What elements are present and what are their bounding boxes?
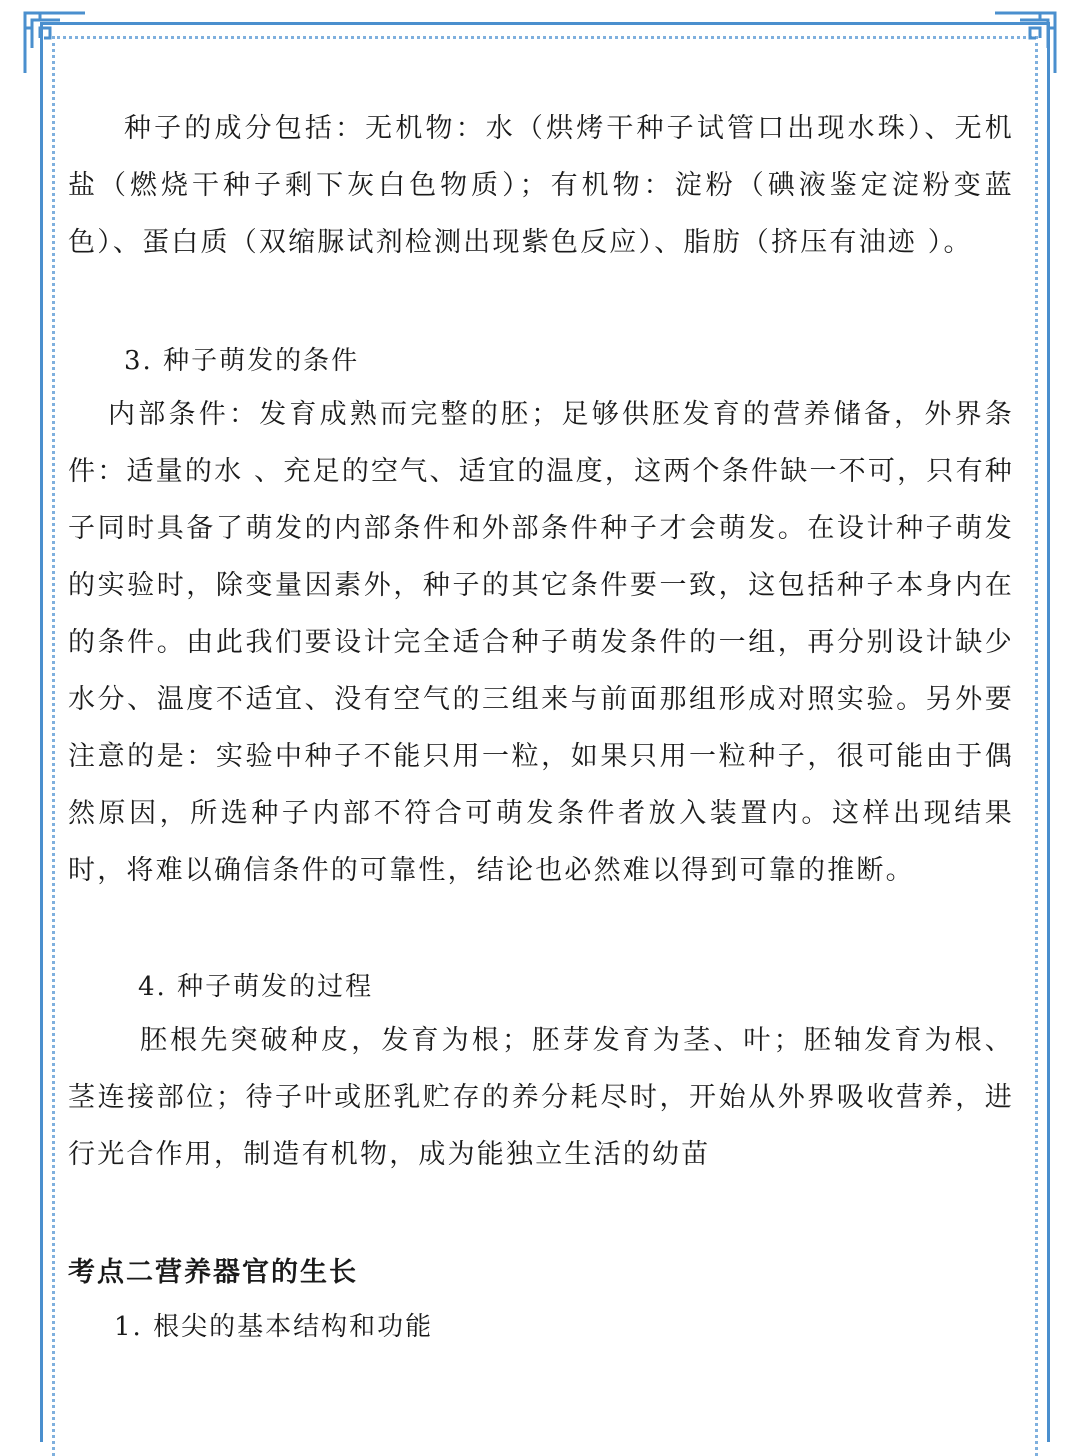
seed-composition-paragraph: 种子的成分包括：无机物：水（烘烤干种子试管口出现水珠）、无机盐（燃烧干种子剩下灰白色物质）；有机物：淀粉（碘液鉴定淀粉变蓝色）、蛋白质（双缩脲试剂检测出现紫色反应）、脂肪（挤压有油迹 ）。 (68, 113, 1014, 258)
section-3-heading: 3. 种子萌发的条件 (124, 346, 360, 376)
section-4-heading: 4. 种子萌发的过程 (138, 972, 374, 1002)
corner-ornament-right (990, 8, 1060, 78)
corner-ornament-left (20, 8, 90, 78)
topic-2-subheading: 1. 根尖的基本结构和功能 (114, 1312, 434, 1342)
section-3-paragraph: 内部条件：发育成熟而完整的胚；足够供胚发育的营养储备，外界条件：适量的水 、充足的空气、适宜的温度，这两个条件缺一不可，只有种子同时具备了萌发的内部条件和外部条件种子才会萌发。在设计种子萌发的实验时，除变量因素外，种子的其它条件要一致，这包括种子本身内在的条件。由此我们要设计完全适合种子萌发条件的一组，再分别设计缺少水分、温度不适宜、没有空气的三组来与前面那组形成对照实验。另外要注意的是：实验中种子不能只用一粒，如果只用一粒种子，很可能由于偶然原因，所选种子内部不符合可萌发条件者放入装置内。这样出现结果时，将难以确信条件的可靠性，结论也必然难以得到可靠的推断。 (68, 399, 1014, 886)
section-4-paragraph: 胚根先突破种皮，发育为根；胚芽发育为茎、叶；胚轴发育为根、茎连接部位；待子叶或胚乳贮存的养分耗尽时，开始从外界吸收营养，进行光合作用，制造有机物，成为能独立生活的幼苗 (68, 1025, 1014, 1170)
topic-2-heading: 考点二营养器官的生长 (68, 1257, 358, 1288)
